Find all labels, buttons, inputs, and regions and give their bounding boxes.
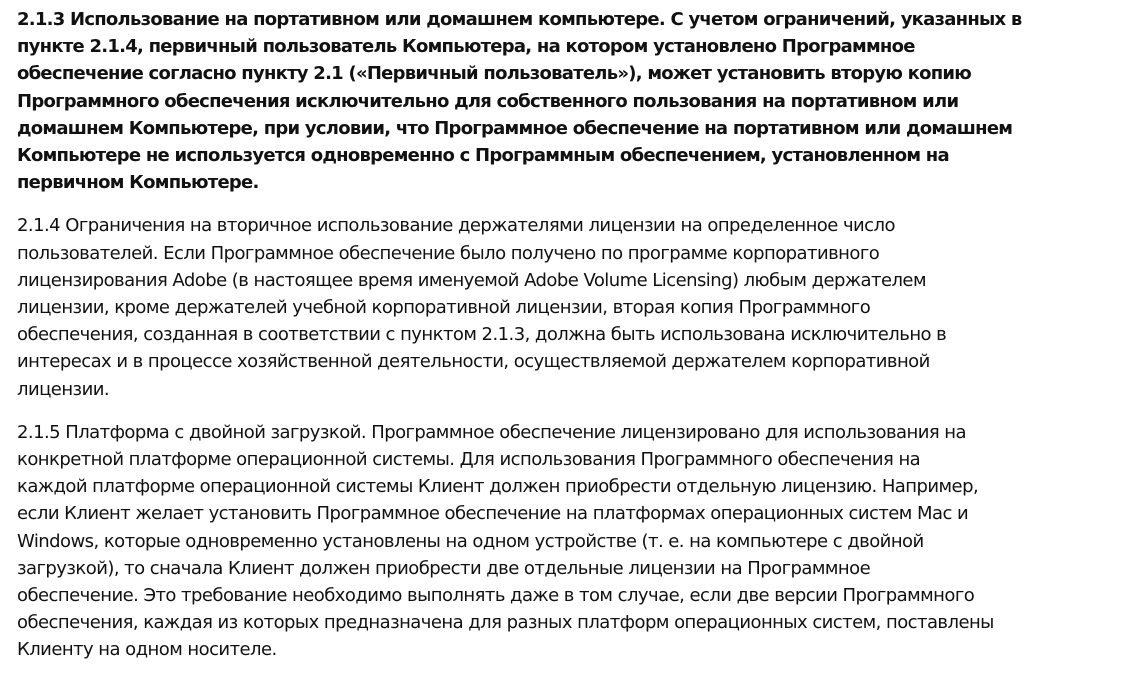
paragraph-line: если Клиент желает установить Программное обеспечение на платформах операционных систем Mac и (17, 503, 969, 525)
paragraph-line: пользователей. Если Программное обеспечение было получено по программе корпоративного (17, 242, 880, 264)
paragraph-line: конкретной платформе операционной системы. Для использования Программного обеспечения на (17, 449, 921, 471)
paragraph-line: каждой платформе операционной системы Клиент должен приобрести отдельную лицензию. Например, (17, 476, 979, 498)
paragraph-line: обеспечение. Это требование необходимо выполнять даже в том случае, если две версии Программного (17, 585, 975, 607)
paragraph-2-1-5 (17, 419, 1122, 664)
paragraph-line: Программного обеспечения исключительно для собственного пользования на портативном или (17, 90, 959, 112)
paragraph-line: лицензирования Adobe (в настоящее время именуемой Adobe Volume Licensing) любым держателем (17, 269, 926, 291)
paragraph-2-1-3 (17, 6, 1122, 196)
paragraph-line: 2.1.5 Платформа с двойной загрузкой. Программное обеспечение лицензировано для использования на (17, 421, 967, 443)
paragraph-line: пункте 2.1.4, первичный пользователь Компьютера, на котором установлено Программное (17, 36, 915, 58)
paragraph-line: Компьютере не используется одновременно с Программным обеспечением, установленном на (17, 145, 949, 167)
paragraph-line: Клиенту на одном носителе. (17, 639, 277, 661)
paragraph-line: первичном Компьютере. (17, 172, 259, 194)
document-body (17, 6, 1122, 680)
paragraph-line: лицензии. (17, 378, 110, 400)
paragraph-line: обеспечения, каждая из которых предназначена для разных платформ операционных систем, поставлены (17, 612, 994, 634)
paragraph-line: обеспечения, созданная в соответствии с пунктом 2.1.3, должна быть использована исключительно в (17, 324, 947, 346)
paragraph-line: Windows, которые одновременно установлены на одном устройстве (т. е. на компьютере с двойной (17, 530, 924, 552)
paragraph-line: обеспечение согласно пункту 2.1 («Первичный пользователь»), может установить вторую копию (17, 63, 972, 85)
paragraph-line: 2.1.3 Использование на портативном или домашнем компьютере. С учетом ограничений, указанных в (17, 9, 1022, 30)
paragraph-2-1-4 (17, 212, 1122, 402)
paragraph-line: 2.1.4 Ограничения на вторичное использование держателями лицензии на определенное число (17, 215, 895, 237)
paragraph-line: интересах и в процессе хозяйственной деятельности, осуществляемой держателем корпоративной (17, 351, 930, 373)
paragraph-line: загрузкой), то сначала Клиент должен приобрести две отдельные лицензии на Программное (17, 557, 871, 579)
paragraph-line: лицензии, кроме держателей учебной корпоративной лицензии, вторая копия Программного (17, 297, 871, 319)
paragraph-line: домашнем Компьютере, при условии, что Программное обеспечение на портативном или домашнем (17, 117, 1013, 139)
